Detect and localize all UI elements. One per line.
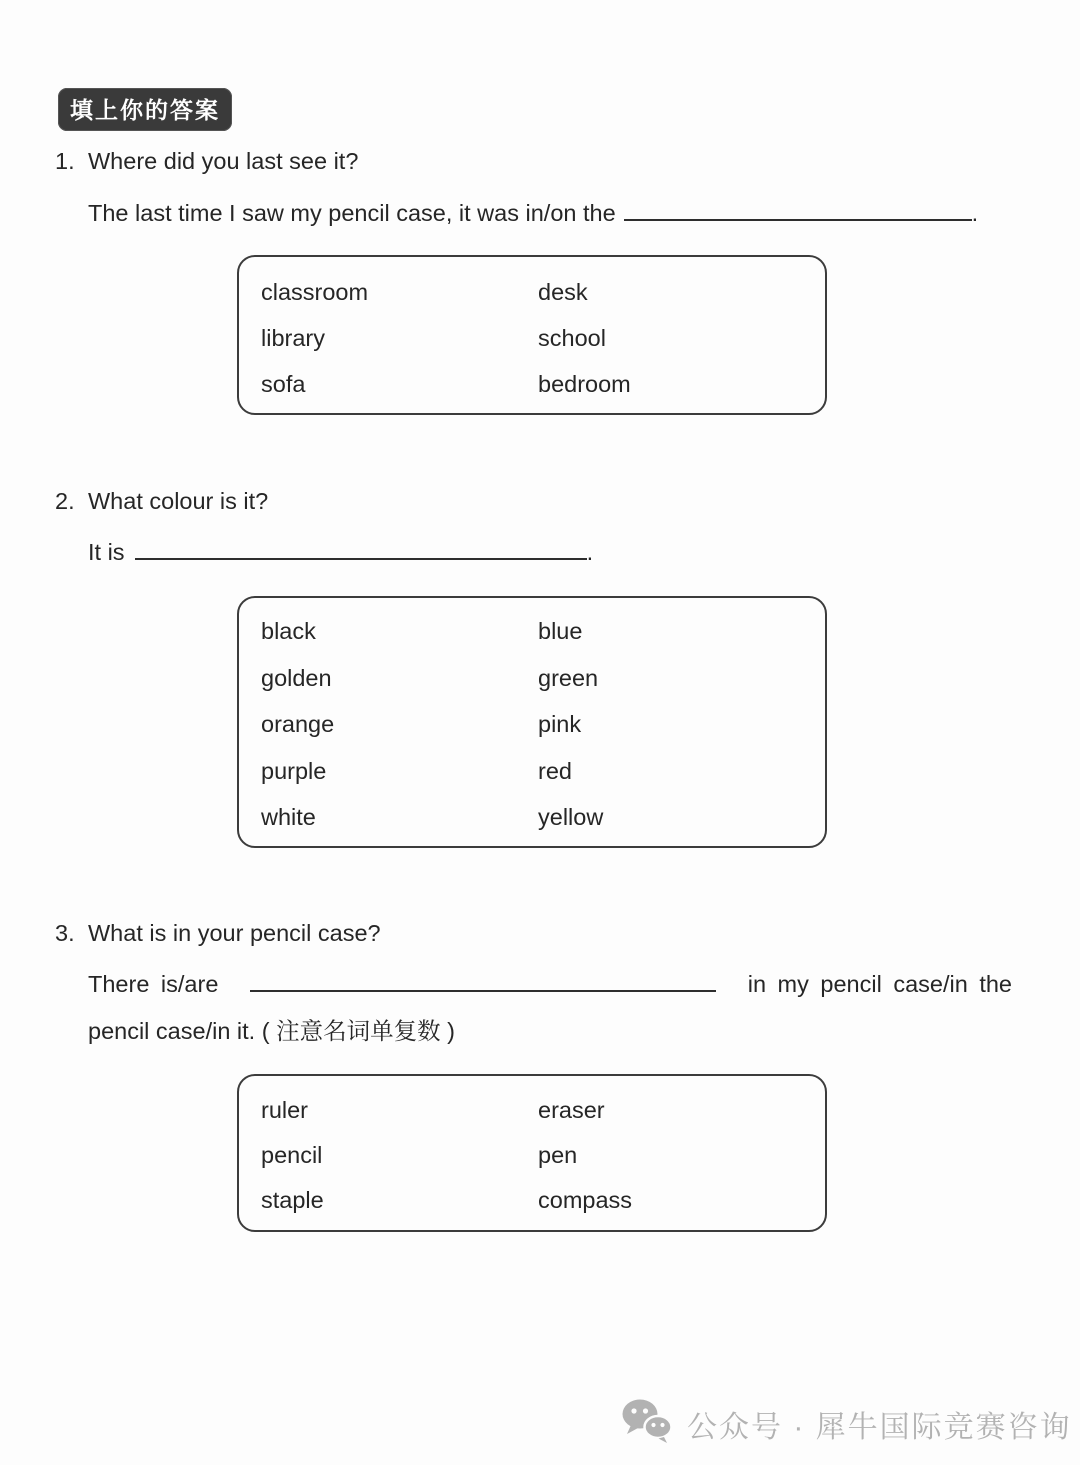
word-box-3	[237, 1074, 827, 1232]
word-item: school	[538, 325, 606, 351]
question-1-answer-blank	[624, 195, 972, 221]
question-2-text: What colour is it?	[88, 488, 269, 514]
word-item: green	[538, 664, 599, 691]
question-3-answer-prefix: There is/are	[88, 971, 219, 997]
question-3-text: What is in your pencil case?	[88, 920, 381, 946]
word-item: purple	[261, 757, 327, 784]
word-row	[261, 701, 825, 748]
question-2-answer-prefix: It is	[88, 539, 125, 565]
question-1-answer-period: .	[971, 200, 979, 226]
question-2-answer-line	[88, 534, 593, 566]
word-item: library	[261, 325, 325, 351]
question-1-answer-line	[88, 195, 978, 227]
wechat-icon	[620, 1398, 674, 1449]
word-item: eraser	[538, 1097, 605, 1123]
word-row	[261, 1088, 825, 1133]
word-item: compass	[538, 1187, 633, 1213]
question-3-number: 3.	[55, 920, 75, 946]
word-item: golden	[261, 664, 332, 691]
word-row	[261, 794, 825, 841]
word-item: red	[538, 757, 572, 784]
question-3-answer-suffix: in my pencil case/in the	[747, 971, 1012, 997]
word-item: orange	[261, 711, 335, 737]
question-2-number: 2.	[55, 488, 75, 514]
question-3-answer-blank	[250, 966, 716, 992]
question-1-text: Where did you last see it?	[88, 148, 359, 174]
word-row	[261, 269, 825, 315]
word-row	[261, 748, 825, 795]
word-row	[261, 655, 825, 702]
header-badge: 填上你的答案	[58, 88, 232, 131]
word-row	[261, 1178, 825, 1223]
word-item: yellow	[538, 804, 604, 830]
question-3-answer-line-2: pencil case/in it. ( 注意名词单复数 )	[88, 1018, 455, 1044]
word-item: classroom	[261, 279, 369, 305]
question-2-answer-blank	[135, 534, 587, 560]
question-2-title	[55, 488, 268, 515]
question-1-answer-prefix: The last time I saw my pencil case, it was in/on the	[88, 200, 616, 226]
word-item: blue	[538, 618, 583, 644]
watermark	[620, 1398, 1072, 1449]
word-item: staple	[261, 1187, 324, 1213]
watermark-text: 公众号 · 犀牛国际竞赛咨询	[687, 1410, 1072, 1444]
word-item: sofa	[261, 371, 306, 397]
question-2-answer-period: .	[586, 539, 594, 565]
word-item: desk	[538, 279, 588, 305]
word-item: pencil	[261, 1142, 323, 1168]
question-1-title	[55, 148, 358, 175]
word-item: ruler	[261, 1097, 309, 1123]
word-box-2	[237, 596, 827, 848]
word-item: bedroom	[538, 371, 631, 397]
word-item: pink	[538, 711, 582, 737]
question-3-title	[55, 920, 381, 947]
question-3-answer-line-1	[88, 966, 1012, 998]
word-row	[261, 608, 825, 655]
word-box-1	[237, 255, 827, 415]
word-row	[261, 361, 825, 407]
word-row	[261, 1133, 825, 1178]
word-item: black	[261, 618, 316, 644]
question-1-number: 1.	[55, 148, 75, 174]
word-item: white	[261, 804, 316, 830]
word-item: pen	[538, 1142, 578, 1168]
word-row	[261, 315, 825, 361]
